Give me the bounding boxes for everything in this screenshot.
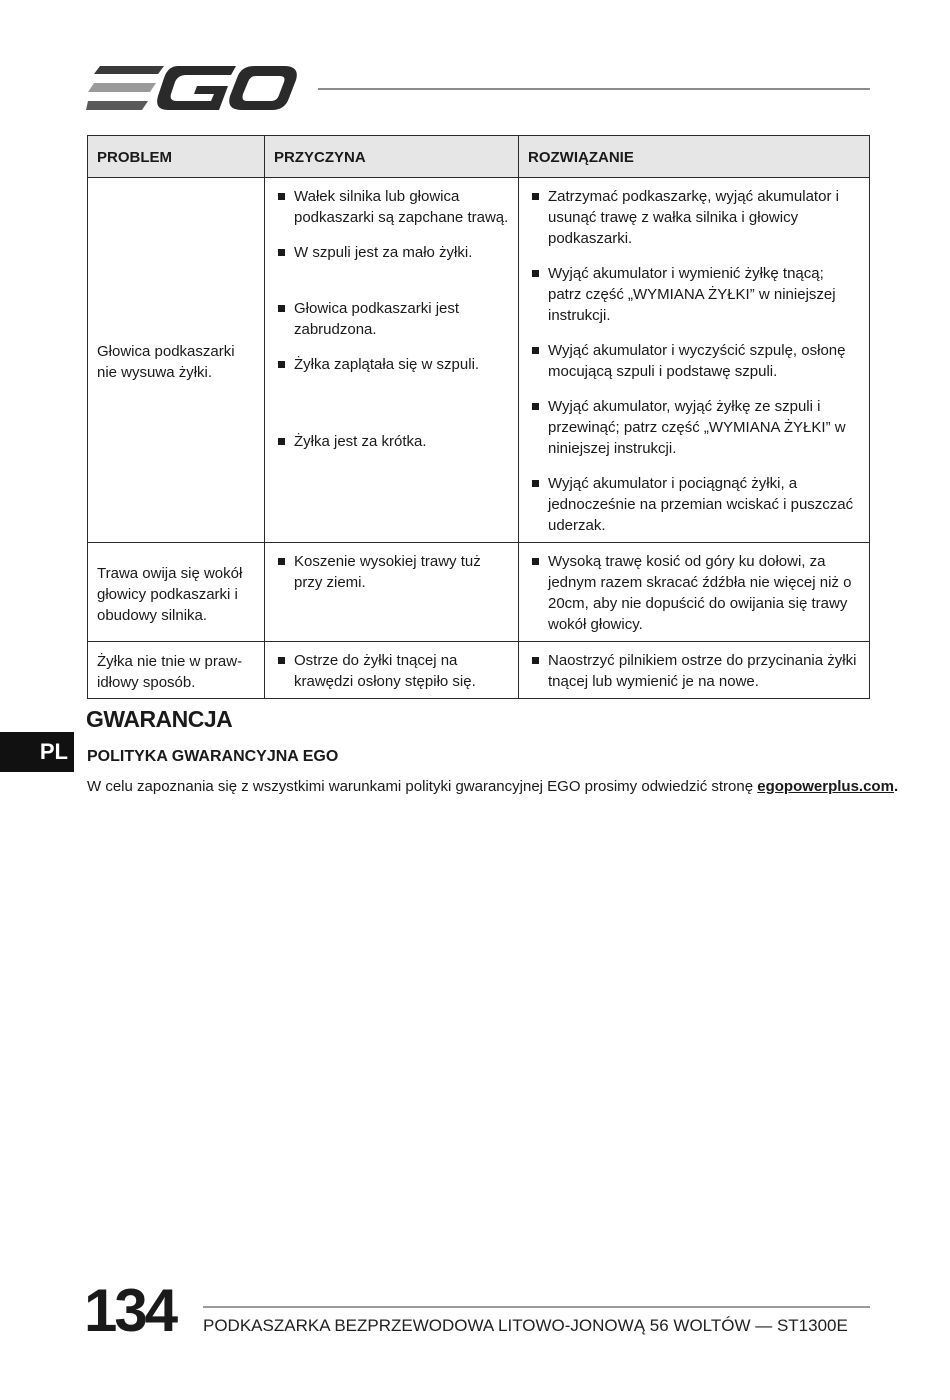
policy-paragraph	[87, 778, 899, 795]
language-tab	[0, 732, 74, 772]
bullet-square-icon	[532, 193, 539, 200]
problem-text: Żyłka nie tnie w prawidłowy sposób.	[97, 653, 243, 691]
language-tab-label: PL	[39, 739, 68, 764]
problem-text: Głowica podkaszarki nie wysuwa żyłki.	[97, 343, 235, 381]
table-row	[88, 642, 870, 699]
bullet-square-icon	[278, 657, 285, 664]
cause-item: Żyłka zaplątała się w szpuli.	[274, 354, 509, 375]
problem-cell	[88, 543, 265, 642]
egopowerplus-link[interactable]: egopowerplus.com	[757, 778, 894, 795]
header-solution: ROZWIĄZANIE	[519, 136, 870, 178]
cause-item: Żyłka jest za krótka.	[274, 431, 509, 452]
policy-end: .	[893, 778, 899, 795]
problem-text: Trawa owija się wokół głowicy podkaszarki i obudowy silnika.	[97, 564, 243, 624]
solution-item: Wyjąć akumulator i pociągnąć żyłki, a jednocześnie na przemian wciskać i puszczać uderzak.	[528, 473, 860, 536]
solution-item: Wysoką trawę kosić od góry ku dołowi, za jednym razem skracać źdźbła nie więcej niż o 20cm, aby nie dopuścić do owijania się trawy wokół głowicy.	[528, 551, 860, 635]
table-row	[88, 543, 870, 642]
bullet-square-icon	[532, 403, 539, 410]
cause-cell	[265, 543, 519, 642]
cause-cell	[265, 178, 519, 543]
bullet-square-icon	[532, 558, 539, 565]
troubleshooting-table	[87, 135, 870, 699]
table-header-row	[88, 136, 870, 178]
solution-cell	[519, 178, 870, 543]
solution-cell	[519, 642, 870, 699]
footer-title: PODKASZARKA BEZPRZEWODOWA LITOWO-JONOWĄ 56 WOLTÓW — ST1300E	[203, 1316, 848, 1335]
header-problem: PROBLEM	[88, 136, 265, 178]
solution-item: Wyjąć akumulator, wyjąć żyłkę ze szpuli i przewinąć; patrz część „WYMIANA ŻYŁKI” w niniejszej instrukcji.	[528, 396, 860, 459]
footer-rule	[203, 1306, 870, 1308]
cause-item: W szpuli jest za mało żyłki.	[274, 242, 509, 263]
bullet-square-icon	[532, 657, 539, 664]
problem-cell	[88, 642, 265, 699]
cause-cell	[265, 642, 519, 699]
solution-item: Zatrzymać podkaszarkę, wyjąć akumulator i usunąć trawę z wałka silnika i głowicy podkaszarki.	[528, 186, 860, 249]
warranty-heading: GWARANCJA	[86, 706, 233, 732]
bullet-square-icon	[278, 361, 285, 368]
policy-subheading: POLITYKA GWARANCYJNA EGO	[87, 748, 339, 765]
bullet-square-icon	[278, 305, 285, 312]
page-number: 134	[84, 1277, 176, 1344]
policy-text: W celu zapoznania się z wszystkimi warunkami polityki gwarancyjnej EGO prosimy odwiedzić stronę	[87, 778, 758, 795]
cause-item: Koszenie wysokiej trawy tuż przy ziemi.	[274, 551, 509, 593]
header-rule	[318, 88, 870, 90]
solution-item: Naostrzyć pilnikiem ostrze do przycinania żyłki tnącej lub wymienić je na nowe.	[528, 650, 860, 692]
cause-item: Wałek silnika lub głowica podkaszarki są zapchane trawą.	[274, 186, 509, 228]
solution-item: Wyjąć akumulator i wymienić żyłkę tnącą; patrz część „WYMIANA ŻYŁKI” w niniejszej instrukcji.	[528, 263, 860, 326]
bullet-square-icon	[278, 249, 285, 256]
header-cause: PRZYCZYNA	[265, 136, 519, 178]
problem-cell	[88, 178, 265, 543]
cause-item: Ostrze do żyłki tnącej na krawędzi osłony stępiło się.	[274, 650, 509, 692]
bullet-square-icon	[532, 347, 539, 354]
bullet-square-icon	[278, 558, 285, 565]
table-row	[88, 178, 870, 543]
solution-cell	[519, 543, 870, 642]
bullet-square-icon	[532, 270, 539, 277]
ego-logo	[86, 64, 298, 112]
bullet-square-icon	[278, 438, 285, 445]
solution-item: Wyjąć akumulator i wyczyścić szpulę, osłonę mocującą szpuli i podstawę szpuli.	[528, 340, 860, 382]
bullet-square-icon	[278, 193, 285, 200]
bullet-square-icon	[532, 480, 539, 487]
cause-item: Głowica podkaszarki jest zabrudzona.	[274, 298, 509, 340]
